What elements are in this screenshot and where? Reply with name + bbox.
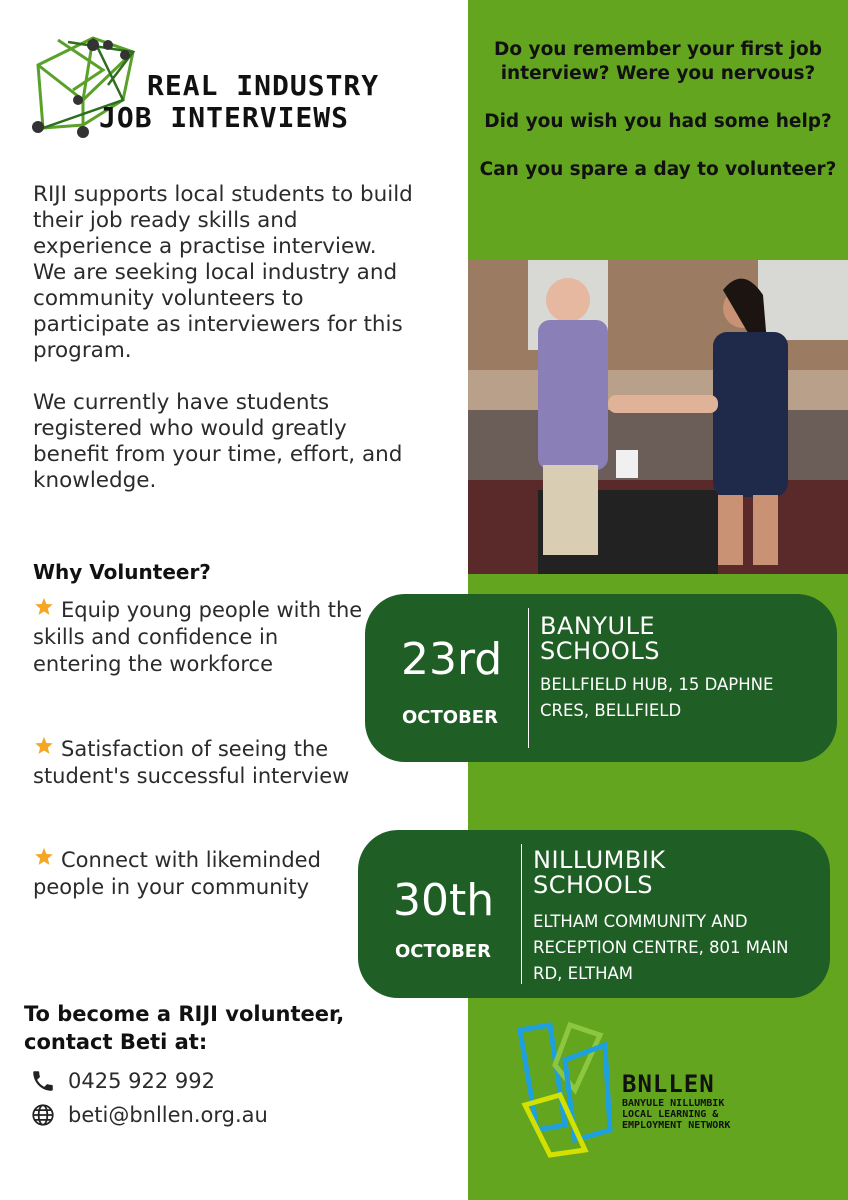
event-month: OCTOBER (395, 941, 491, 962)
benefit-text-3: Connect with likeminded people in your community (33, 848, 321, 899)
interview-photo (468, 260, 848, 574)
event-venue: BELLFIELD HUB, 15 DAPHNE CRES, BELLFIELD (540, 675, 774, 720)
event-school: BANYULE SCHOOLS (540, 612, 660, 665)
event-day: 23rd (401, 634, 503, 685)
contact-phone-text: 0425 922 992 (68, 1069, 215, 1093)
star-icon (33, 597, 55, 619)
benefit-text-1: Equip young people with the skills and confidence in entering the workforce (33, 598, 363, 676)
question-3: Can you spare a day to volunteer? (479, 159, 837, 180)
event-card-banyule (365, 594, 837, 762)
globe-icon (30, 1102, 56, 1128)
why-volunteer-heading: Why Volunteer? (33, 560, 211, 584)
contact-email[interactable] (30, 1102, 268, 1128)
bnllen-subtitle (622, 1098, 730, 1131)
event-school: NILLUMBIK SCHOOLS (533, 846, 666, 899)
event-venue: ELTHAM COMMUNITY AND RECEPTION CENTRE, 801 MAIN RD, ELTHAM (533, 912, 789, 983)
question-1: Do you remember your first job interview? Were you nervous? (494, 39, 822, 84)
event-card-nillumbik (358, 830, 830, 998)
intro-paragraph-1: RIJI supports local students to build their job ready skills and experience a practise interview. We are seeking local industry and community volunteers to participate as interviewers for this program. (33, 182, 413, 363)
contact-phone[interactable] (30, 1068, 215, 1094)
contact-heading: To become a RIJI volunteer, contact Beti at: (24, 1002, 345, 1054)
intro-paragraph-2: We currently have students registered who would greatly benefit from your time, effort, and knowledge. (33, 390, 403, 493)
bnllen-subtitle-line3: EMPLOYMENT NETWORK (622, 1120, 731, 1131)
phone-icon (30, 1068, 56, 1094)
bnllen-subtitle-line1: BANYULE NILLUMBIK (622, 1098, 725, 1109)
contact-email-text: beti@bnllen.org.au (68, 1103, 268, 1127)
bnllen-title: BNLLEN (622, 1070, 715, 1098)
question-2: Did you wish you had some help? (484, 111, 832, 132)
logo-title-line2: JOB INTERVIEWS (99, 101, 350, 134)
questions-block (478, 38, 838, 206)
star-icon (33, 736, 55, 758)
benefit-text-2: Satisfaction of seeing the student's successful interview (33, 737, 350, 788)
benefit-item-1 (33, 597, 363, 678)
event-divider (521, 844, 522, 984)
event-divider (528, 608, 529, 748)
star-icon (33, 847, 55, 869)
event-month: OCTOBER (402, 707, 498, 728)
bnllen-subtitle-line2: LOCAL LEARNING & (622, 1109, 719, 1120)
benefit-item-2 (33, 736, 363, 790)
logo-title-line1: REAL INDUSTRY (147, 69, 380, 102)
benefit-item-3 (33, 847, 363, 901)
event-day: 30th (393, 875, 495, 926)
intro-text (33, 182, 413, 520)
logo-title (99, 69, 380, 134)
